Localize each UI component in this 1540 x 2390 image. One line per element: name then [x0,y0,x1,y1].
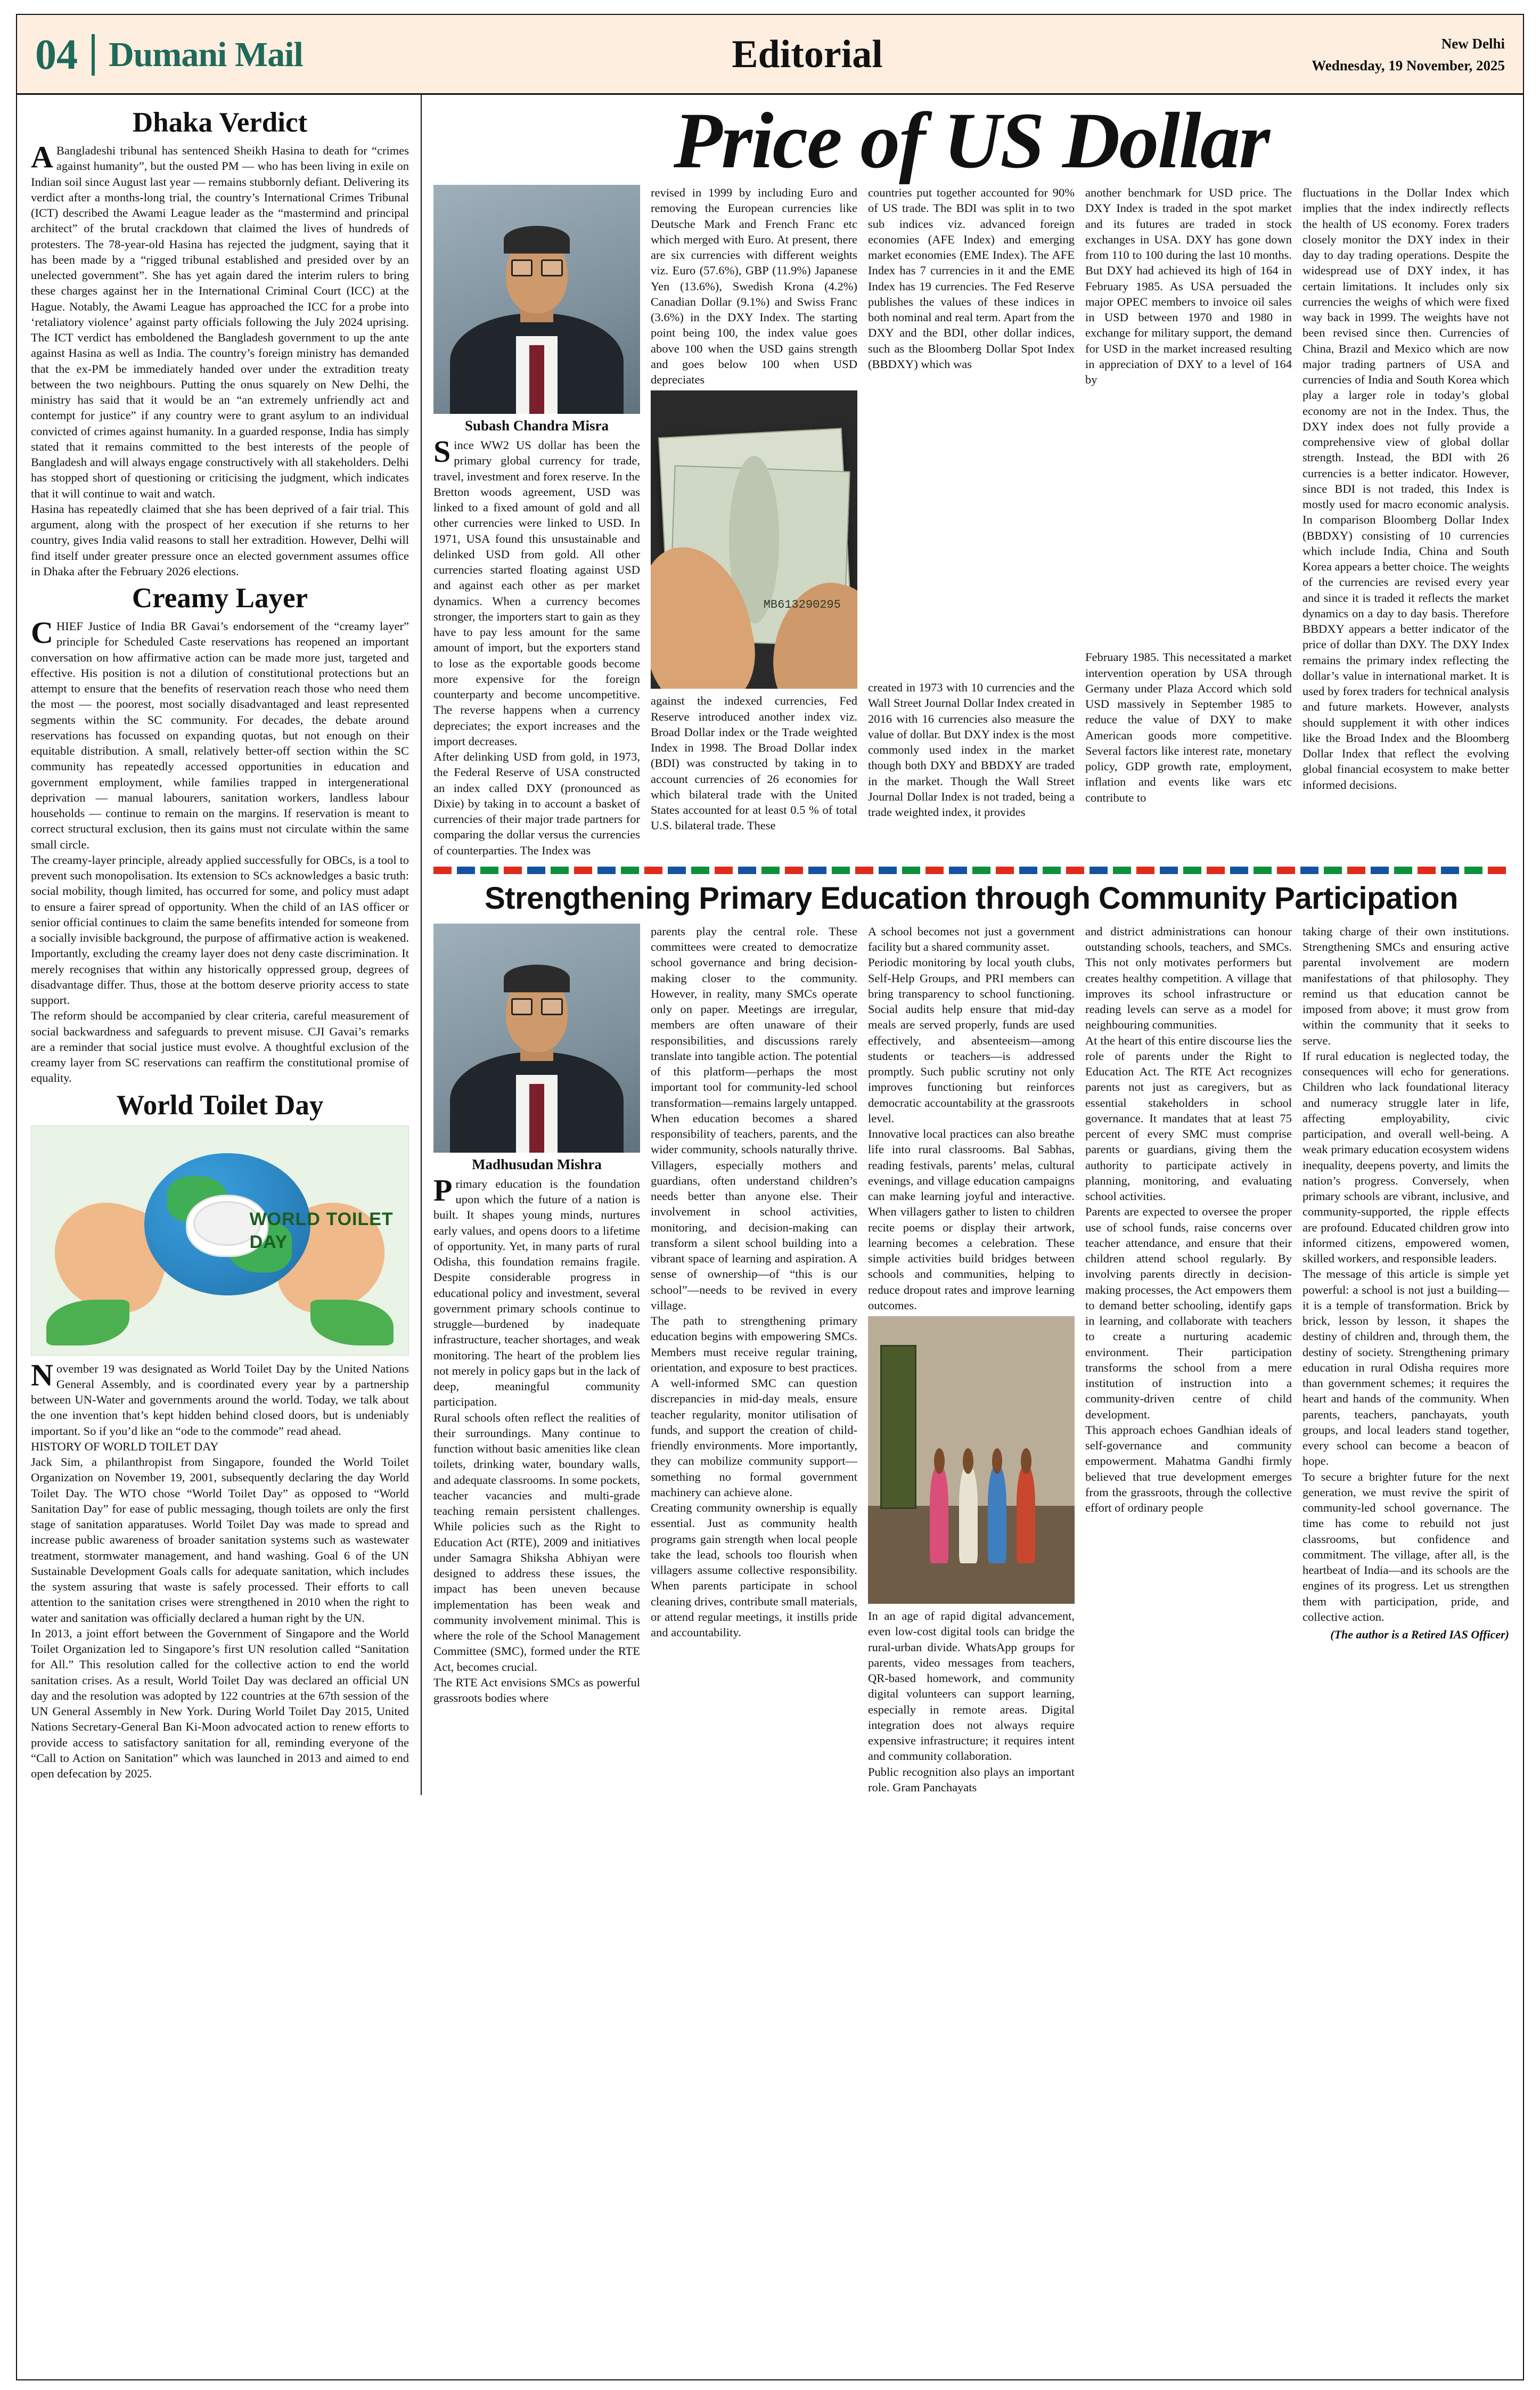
leaf-left-icon [46,1300,129,1345]
feature-col2-para-2: When education becomes a shared responsibility of teachers, parents, and the wider community, schools naturally thrive. Villagers, especially mothers and guardians, often understand children’s needs better than anyone else. Their involvement in school activities, monitoring, and decision-making can transform a silent school building into a vibrant space of learning and aspiration. A sense of ownership—of “this is our school”—needs to be revived in every village. [651,1111,857,1312]
lead-col1-para-2: After delinking USD from gold, in 1973, the Federal Reserve of USA constructed an index called DXY (pronounced as Dixie) by taking in to account a basket of currencies of their major trade partners for comparing the dollar versus the currencies of counterparties. The Index was [433,750,640,857]
world-toilet-day-illustration [31,1125,409,1356]
student-head [963,1448,973,1474]
author-photo-subash [433,185,640,414]
lead-col-2 [651,185,857,858]
lead-col-4 [1085,185,1292,858]
right-column [422,95,1523,1795]
feature-col3-para-2: Periodic monitoring by local youth clubs, Self-Help Groups, and PRI members can bring transparency to school functioning. Social audits help ensure that mid-day meals are served properly, funds are used effectively, and absenteeism—among students or teachers—is addressed promptly. Such public scrutiny not only improves functioning but reinforces democratic accountability at the grassroots level. [868,956,1075,1125]
photo-glasses-right [541,259,563,276]
feature-story-headline: Strengthening Primary Education through Community Participation [485,880,1458,916]
photo-glasses-left [511,259,533,276]
illustration-caption-line-1: WORLD TOILET [249,1209,394,1230]
feature-col1-para-2: Rural schools often reflect the realities of their surroundings. Many continue to function without basic amenities like clean toilets, drinking water, boundary walls, and adequate classrooms. In some pockets, teacher vacancies and multi-grade teaching remain persistent challenges. While policies such as the Right to Education Act (RTE), 2009 and initiatives under Samagra Shiksha Abhiyan were designed to address these issues, the impact has been uneven because implementation has been weak and community involvement minimal. This is where the role of the School Management Committee (SMC), formed under the RTE Act, becomes crucial. [433,1410,640,1674]
feature-col3-para-4: In an age of rapid digital advancement, even low-cost digital tools can bridge the rural-urban divide. WhatsApp groups for parents, video messages from teachers, QR-based homework, and community digital volunteers can support learning, especially in remote areas. Digital integration does not always require expensive infrastructure; it requires intent and community collaboration. [868,1609,1075,1763]
photo-glasses-right [541,998,563,1015]
dhaka-verdict-para-2: Hasina has repeatedly claimed that she has been deprived of a fair trial. This argument, along with the prospect of her execution if she returns to her country, gives India valid reasons to stall her extradition. However, Delhi will find itself under greater pressure once an elected government assumes office in Dhaka after the February 2026 elections. [31,502,409,578]
lead-col2-para-2: against the indexed currencies, Fed Reserve introduced another index viz. Broad Dollar index or the Trade weighted Index in 1998. The Broad Dollar index (BDI) was constructed by taking in to account currencies of 26 economies for which bilateral trade with the United States accounted for at least 0.5 % of total U.S. bilateral trade. These [651,694,857,833]
left-column [17,95,422,1795]
masthead-right [1312,33,1505,76]
creamy-layer-para-2: The creamy-layer principle, already applied successfully for OBCs, is a tool to prevent such monopolisation. Its extension to SCs acknowledges a basic truth: social mobility, though limited, has occurred for some, and policy must adapt to ensure a fairer spread of opportunity. When the child of an IAS officer or senior official continues to claim the same benefits intended for someone from a socially invisible background, the purpose of affirmative action is weakened. Importantly, excluding the creamy layer does not deny caste discrimination. It merely recognises that within any historically oppressed group, degrees of disadvantage differ. Thus, those at the bottom deserve priority access to state support. [31,853,409,1007]
edition-city: New Delhi [1441,36,1505,52]
feature-col4-para-2: At the heart of this entire discourse lies the role of parents under the Right to Education Act. The RTE Act recognizes parents not just as caregivers, but as essential stakeholders in school governance. It mandates that at least 75 percent of every SMC must comprise parents or guardians, giving them the authority to participate actively in planning, monitoring, and evaluating school activities. [1085,1033,1292,1203]
student-figure-3 [988,1466,1006,1564]
feature-col-1 [433,924,640,1795]
photo-hair [504,226,570,254]
author-note: (The author is a Retired IAS Officer) [1330,1628,1509,1641]
student-head [992,1448,1003,1474]
lead-col4-para-1: another benchmark for USD price. The DXY Index is traded in the spot market and its futures are traded in stock exchanges in USA. DXY has gone down from 110 to 100 during the last 10 months. But DXY had achieved its high of 164 in February 1985. As USA persuaded the major OPEC members to invoice oil sales in USD between 1970 and 1980 in exchange for military support, the demand for USD in the market increased resulting in appreciation of DXY to a level of 164 by [1085,186,1292,386]
student-head [934,1448,945,1474]
photo-hair [504,965,570,992]
creamy-layer-para-1: CHIEF Justice of India BR Gavai’s endorsement of the “creamy layer” principle for Scheduled Caste reservations has reopened an important conversation on how affirmative action can be made more just, targeted and effective. His position is not a dilution of constitutional protections but an attempt to ensure that the benefits of reservation reach those who need them the most — the poorest, most socially disadvantaged and least represented segments within the SC community. For decades, the debate around reservations has focussed on expanding quotas, but not enough on their equitable distribution. A small, relatively better-off section within the SC community has repeatedly accessed opportunities in education and government employment, while families trapped in intergenerational deprivation — manual labourers, sanitation workers, landless labour households — continue to remain on the margins. If reservation is meant to correct structural exclusion, then its gains must not circulate within the same small circle. [31,615,409,851]
photo-tie [529,345,544,414]
feature-col4-para-1: and district administrations can honour outstanding schools, teachers, and SMCs. This not only motivates performers but creates healthy competition. A village that improves its school infrastructure or reading levels can serve as a model for neighbouring communities. [1085,924,1292,1032]
world-toilet-day-para-1: November 19 was designated as World Toilet Day by the United Nations General Assembly, and is coordinated every year by a partnership between UN-Water and governments around the world. Today, we talk about the one invention that’s kept hidden behind closed doors, but is undeniably important. So if you’d like an “ode to the commode” read ahead. [31,1357,409,1438]
illustration-caption [250,1208,394,1253]
feature-col-5 [1303,924,1509,1795]
feature-col-2 [651,924,857,1795]
world-toilet-day-para-3: In 2013, a joint effort between the Government of Singapore and the World Toilet Organization led to Singapore’s first UN resolution called “Sanitation for All.” This resolution called for the collective action to end the world sanitation crises. As a result, World Toilet Day was declared an official UN day and the resolution was adopted by 122 countries at the 67th session of the UN General Assembly in New York. During World Toilet Day 2015, United Nations Secretary-General Ban Ki-Moon advocated action to renew efforts to provide access to satisfactory sanitation for all, reminding everyone of the “Call to Action on Sanitation” which was launched in 2013 and aimed to end open defecation by 2025. [31,1626,409,1780]
dollar-bills-photo [651,390,857,689]
lead-col-5 [1303,185,1509,858]
lead-story-byline: Subash Chandra Misra [464,418,609,434]
article-title-creamy-layer: Creamy Layer [132,583,308,614]
feature-col3-para-5: Public recognition also plays an important role. Gram Panchayats [868,1765,1075,1794]
section-title: Editorial [732,32,883,76]
lead-col5-para-1: fluctuations in the Dollar Index which implies that the index indirectly reflects the health of US economy. Forex traders closely monitor the DXY index in their day to day trading operations. Despite the widespread use of DXY index, it has certain limitations. It includes only six currencies the weighs of which were fixed way back in 1999. The weights have not been revised since then. Currencies of China, Brazil and Mexico which are now major trading partners of USA and currencies of India and South Korea which play a larger role in today’s global economy are not in the Index. Thus, the DXY index does not fully provide a comprehensive view of global dollar strength. Instead, the BDI with 26 currencies is a better indicator. However, since BDI is not traded, this Index is mostly used for macro economic analysis. In comparison Bloomberg Dollar Index (BBDXY) consisting of 10 currencies which include India, China and South Korea appears a better choice. The weights of the currencies are revised every year and since it is traded it reflects the market dynamics on a day to day basis. Therefore BBDXY appears a better indicator of the price of dollar than DXY. The DXY Index remains the primary index reflecting the dollar’s value in international market. It is used by forex traders for technical analysis and future markets. However, analysts should supplement it with other indices like the Broad Index and the Bloomberg Dollar Index that reflect the evolving global financial ecosystem to make better informed decisions. [1303,186,1509,792]
tricolour-divider [433,867,1509,874]
feature-story-columns [433,924,1509,1795]
student-figure-4 [1017,1466,1035,1564]
lead-col3-para-1: countries put together accounted for 90% of US trade. The BDI was split in to two sub indices viz. advanced foreign economies (AFE Index) and emerging market economies (EME Index). The AFE Index has 7 currencies in it and the EME Index has 19 currencies. The Fed Reserve publishes the values of these indices in both nominal and real term. Apart from the DXY and the BDI, other dollar indices, such as the Bloomberg Dollar Spot Index (BBDXY) which was [868,186,1075,371]
edition-date: Wednesday, 19 November, 2025 [1312,57,1505,74]
school-children-photo [868,1316,1075,1604]
feature-col3-para-1: A school becomes not just a government facility but a shared community asset. [868,924,1075,953]
feature-col5-para-2: If rural education is neglected today, the consequences will echo for generations. Children who lack foundational literacy and numeracy struggle later in life, affecting employability, civic participation, and overall well-being. A weak primary education ecosystem widens inequality, deepens poverty, and limits the nation’s progress. Conversely, when primary schools are vibrant, inclusive, and community-supported, the ripple effects are profound. Educated children grow into informed citizens, empowered women, skilled workers, and responsible leaders. [1303,1049,1509,1265]
lead-col3-para-2: created in 1973 with 10 currencies and the Wall Street Journal Dollar Index created in 2016 with 16 currencies also measure the value of dollar. But DXY index is the most commonly used index in the market though both DXY and BBDXY are traded in the market. Though the Wall Street Journal Dollar Index is not traded, being a trade weighted index, it provides [868,681,1075,819]
feature-col-4 [1085,924,1292,1795]
page-number: 04 [35,31,78,78]
feature-col3-para-3: Innovative local practices can also breathe life into rural classrooms. Bal Sabhas, reading festivals, parents’ melas, cultural evenings, and village education campaigns can make learning joyful and interactive. When villagers gather to listen to children recite poems or display their artwork, learning becomes a celebration. These simple activities build bridges between schools and communities, helping to reduce dropout rates and improve learning outcomes. [868,1127,1075,1312]
masthead-divider [92,34,95,76]
lead-col1-para-1: Since WW2 US dollar has been the primary global currency for trade, travel, investment and forex reserve. In the Bretton woods agreement, USD was linked to a fixed amount of gold and all other currencies were linked to USD. In 1971, USA found this unsustainable and delinked USD from gold. All other currencies started floating against USD and against each other as per market dynamics. When a currency becomes stronger, the importers start to gain as they have to pay less amount for the same amount of import, but the exporters stand to lose as the exportable goods become more expensive for the foreign counterparty and become uncompetitive. The reverse happens when a currency depreciates; the export increases and the import decreases. [433,434,640,748]
masthead-left [35,31,303,78]
feature-col4-para-3: Parents are expected to oversee the proper use of school funds, raise concerns over teacher attendance, and ensure that their children attend school regularly. By involving parents directly in decision-making processes, the Act empowers them to demand better schooling, identify gaps in learning, and collaborate with teachers to create a nurturing academic environment. Their participation transforms the school from a mere institution of instruction into a community-driven centre of child development. [1085,1205,1292,1421]
feature-col5-para-4: To secure a brighter future for the next generation, we must revive the spirit of community-led school governance. The time has come to rebuild not just classrooms, but confidence and commitment. The village, after all, is the heartbeat of India—and its schools are the engines of its progress. Let us strengthen them with participation, pride, and collective action. [1303,1470,1509,1624]
article-title-dhaka-verdict: Dhaka Verdict [132,107,308,138]
photo-tie [529,1084,544,1153]
dhaka-verdict-para-1: ABangladeshi tribunal has sentenced Sheikh Hasina to death for “crimes against humanity”, but the ousted PM — who has been living in exile on Indian soil since August last year — remains stubbornly defiant. Delivering its verdict after a months-long trial, the country’s International Crimes Tribunal (ICT) described the Awami League leader as the “mastermind and principal architect” of the brutal crackdown that claimed the lives of hundreds of protesters. The 78-year-old Hasina has rejected the judgment, saying that it has been made by a “rigged tribunal established and presided over by an unelected government”. She has yet again dared the interim rulers to bring these charges against her in the International Criminal Court (ICC) at the Hague. Notably, the Awami League has approached the ICC for a probe into ‘retaliatory violence’ against party officials following the July 2024 uprising. The ICT verdict has emboldened the Bangladesh government to up the ante against Hasina as well as India. The country’s foreign ministry has demanded that the ex-PM be immediately handed over under the extradition treaty between the two neighbours. Putting the onus squarely on New Delhi, the ministry has said that it would be an “an extremely unfriendly act and contempt for justice” if any country were to grant asylum to an individual convicted of crimes against humanity. In a guarded response, India has simply stated that it remains committed to the best interests of the people of Bangladesh and will always engage constructively with all stakeholders. Delhi has stopped short of questioning or criticising the judgment, which indicates that it will continue to wait and watch. [31,140,409,500]
lead-col2-para-1: revised in 1999 by including Euro and removing the European currencies like Deutsche Mark and French Franc etc which merged with Euro. At present, there are six currencies with different weights viz. Euro (57.6%), GBP (11.9%) Japanese Yen (13.6%), Swedish Krona (4.2%) Canadian Dollar (9.1%) and Swiss Franc (3.6%) in the DXY Index. The starting point being 100, the index value goes above 100 when the USD gains strength and goes below 100 when USD depreciates [651,186,857,386]
masthead [17,15,1523,95]
feature-col2-para-3: The path to strengthening primary education begins with empowering SMCs. Members must receive regular training, orientation, and exposure to best practices. A well-informed SMC can question discrepancies in mid-day meals, ensure teacher regularity, monitor utilisation of funds, and support the creation of child-friendly environments. More importantly, they can mobilize community support—something no formal government machinery can achieve alone. [651,1314,857,1499]
page-body [17,95,1523,1795]
lead-col-3 [868,185,1075,858]
author-photo-madhusudan [433,924,640,1153]
world-toilet-day-para-2: Jack Sim, a philanthropist from Singapore, founded the World Toilet Organization on November 19, 2001, subsequently declaring the day World Toilet Day. The WTO chose “World Toilet Day” as opposed to “World Sanitation Day” for ease of public messaging, though toilets are only the first stage of sanitation apparatuses. World Toilet Day was made to spread and increase public awareness of broader sanitation systems such as wastewater treatment, stormwater management, and hand washing. Goal 6 of the UN Sustainable Development Goals calls for adequate sanitation, which includes the system assuring that waste is safely processed. Their efforts to call attention to the sanitation crises were strengthened in 2010 when the right to water and sanitation was officially declared a human right by the UN. [31,1455,409,1625]
lead-story-headline: Price of US Dollar [673,96,1269,185]
lead-story-columns [433,185,1509,858]
feature-col5-para-3: The message of this article is simple yet powerful: a school is not just a building—it is a temple of transformation. Brick by brick, lesson by lesson, it shapes the destiny of children and, through them, the destiny of society. Strengthening primary education in rural Odisha requires more than government schemes; it requires the heart and hands of the community. When parents, teachers, panchayats, youth groups, and local leaders stand together, every school can become a beacon of hope. [1303,1267,1509,1468]
paper-name: Dumani Mail [109,35,303,74]
serial-number-text: MB613290295 [763,598,841,611]
feature-col5-para-1: taking charge of their own institutions. Strengthening SMCs and ensuring active parental involvement are modern manifestations of that philosophy. They remind us that education cannot be imposed from above; it must grow from within the community that it seeks to serve. [1303,924,1509,1047]
feature-col1-para-1: Primary education is the foundation upon which the future of a nation is built. It shapes young minds, nurtures early values, and opens doors to a lifetime of opportunity. Yet, in many parts of rural Odisha, this foundation remains fragile. Despite considerable progress in educational policy and investment, several government primary schools continue to struggle—burdened by inadequate infrastructure, teacher shortages, and weak monitoring. The heart of the problem lies not merely in policy gaps but in the lack of deep, meaningful community participation. [433,1172,640,1409]
article-title-world-toilet-day: World Toilet Day [116,1089,324,1121]
lead-col4-para-2: February 1985. This necessitated a market intervention operation by USA through Germany under Plaza Accord which sold USD massively in September 1985 to reduce the value of DXY to make American goods more competitive. Several factors like interest rate, monetary policy, GDP growth rate, employment, inflation and events like wars etc contribute to [1085,650,1292,804]
feature-col1-para-3: The RTE Act envisions SMCs as powerful grassroots bodies where [433,1675,640,1704]
feature-col2-para-1: parents play the central role. These committees were created to democratize school governance and bring decision-making closer to the community. However, in reality, many SMCs operate only on paper. Meetings are irregular, members are often unaware of their responsibilities, and discussions rarely translate into tangible action. The potential of this platform—perhaps the most important tool for community-led school transformation—remains largely untapped. [651,924,857,1110]
feature-story-byline: Madhusudan Mishra [472,1156,602,1172]
feature-col2-para-4: Creating community ownership is equally essential. Just as community health programs gain strength when local people take the lead, schools too flourish when villagers assume collective responsibility. When parents participate in school cleaning drives, contribute small materials, or attend regular meetings, it instills pride and accountability. [651,1501,857,1639]
world-toilet-day-subhead: HISTORY OF WORLD TOILET DAY [31,1439,219,1453]
creamy-layer-para-3: The reform should be accompanied by clear criteria, careful measurement of social backwardness and safeguards to prevent misuse. CJI Gavai’s remarks are a reminder that social justice must evolve. A thoughtful exclusion of the creamy layer from SC reservations can reaffirm the constitutional promise of equality. [31,1009,409,1085]
photo-glasses-left [511,998,533,1015]
lead-col-1 [433,185,640,858]
student-figure-1 [930,1466,948,1564]
feature-col-3 [868,924,1075,1795]
student-figure-2 [959,1466,978,1564]
illustration-caption-line-2: DAY [249,1231,288,1252]
feature-col4-para-4: This approach echoes Gandhian ideals of self-governance and community empowerment. Mahatma Gandhi firmly believed that true development emerges from the grassroots, through the collective effort of ordinary people [1085,1423,1292,1514]
leaf-right-icon [310,1300,394,1345]
classroom-door [880,1345,916,1509]
student-head [1021,1448,1031,1474]
page-frame [16,14,1524,2380]
